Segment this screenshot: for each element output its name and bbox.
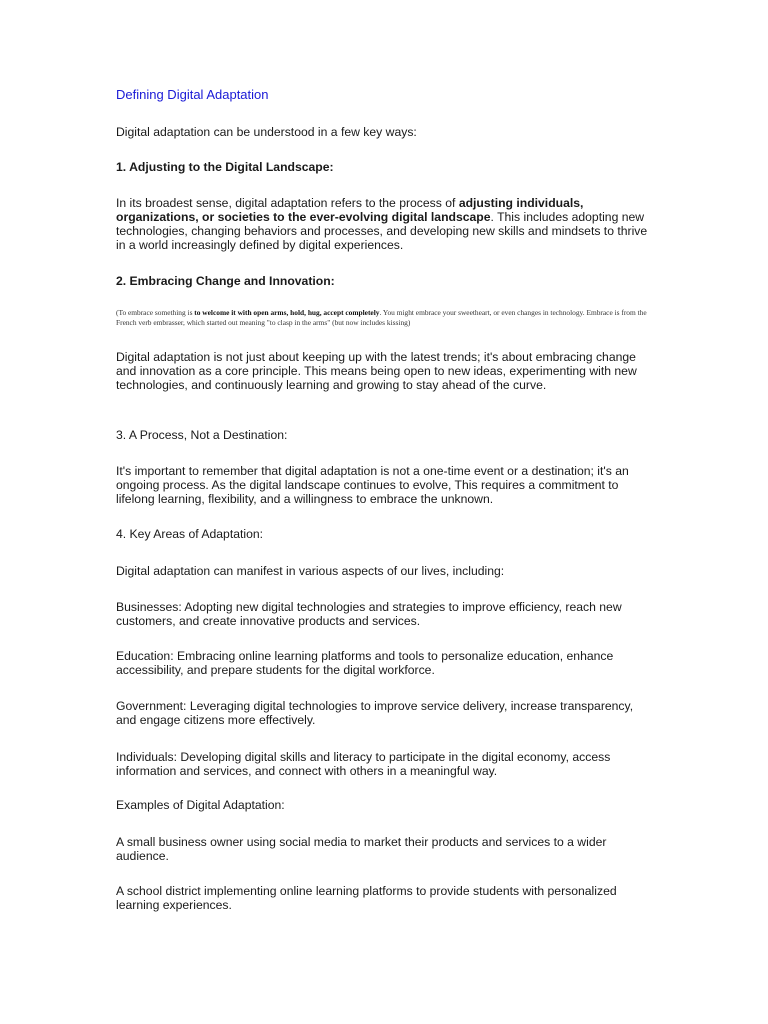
note-text-end: . You might embrace your sweetheart, or even changes in technology. Embrace is from the French verb embrasser, which started out meaning "to clasp in the arms" (but now includes kissing)	[116, 308, 647, 327]
embrace-definition-note	[116, 308, 656, 328]
section-1-text-end: . This includes adopting new technologies, changing behaviors and processes, and developing new skills and mindsets to thrive in a world increasingly defined by digital experiences.	[116, 210, 648, 252]
section-4-intro: Digital adaptation can manifest in various aspects of our lives, including:	[116, 564, 505, 578]
section-1-paragraph	[116, 196, 656, 252]
example-1: A small business owner using social media to market their products and services to a wider audience.	[116, 835, 607, 863]
section-2-heading: 2. Embracing Change and Innovation:	[116, 274, 335, 288]
section-4-heading: 4. Key Areas of Adaptation:	[116, 527, 264, 541]
note-text-bold: to welcome it with open arms, hold, hug, accept completely	[194, 308, 380, 317]
section-2-paragraph: Digital adaptation is not just about keeping up with the latest trends; it's about embracing change and innovation as a core principle. This means being open to new ideas, experimenting with new technologies, and continuously learning and growing to stay ahead of the curve.	[116, 350, 637, 392]
intro-paragraph: Digital adaptation can be understood in a few key ways:	[116, 125, 417, 139]
document-title: Defining Digital Adaptation	[116, 87, 269, 102]
section-3-heading: 3. A Process, Not a Destination:	[116, 428, 288, 442]
area-individuals: Individuals: Developing digital skills and literacy to participate in the digital economy, access information and services, and connect with others in a meaningful way.	[116, 750, 611, 778]
examples-heading: Examples of Digital Adaptation:	[116, 798, 285, 812]
area-businesses: Businesses: Adopting new digital technologies and strategies to improve efficiency, reach new customers, and create innovative products and services.	[116, 600, 622, 628]
section-1-heading: 1. Adjusting to the Digital Landscape:	[116, 160, 334, 174]
example-2: A school district implementing online learning platforms to provide students with personalized learning experiences.	[116, 884, 617, 912]
area-education: Education: Embracing online learning platforms and tools to personalize education, enhance accessibility, and prepare students for the digital workforce.	[116, 649, 614, 677]
section-1-text-start: In its broadest sense, digital adaptation refers to the process of	[116, 196, 459, 210]
section-1-text-bold: adjusting individuals, organizations, or societies to the ever-evolving digital landscape	[116, 196, 584, 224]
section-3-paragraph: It's important to remember that digital adaptation is not a one-time event or a destination; it's an ongoing process. As the digital landscape continues to evolve, This requires a commitment to lifelong learning, flexibility, and a willingness to embrace the unknown.	[116, 464, 629, 506]
note-text-start: (To embrace something is	[116, 308, 195, 317]
area-government: Government: Leveraging digital technologies to improve service delivery, increase transparency, and engage citizens more effectively.	[116, 699, 634, 727]
